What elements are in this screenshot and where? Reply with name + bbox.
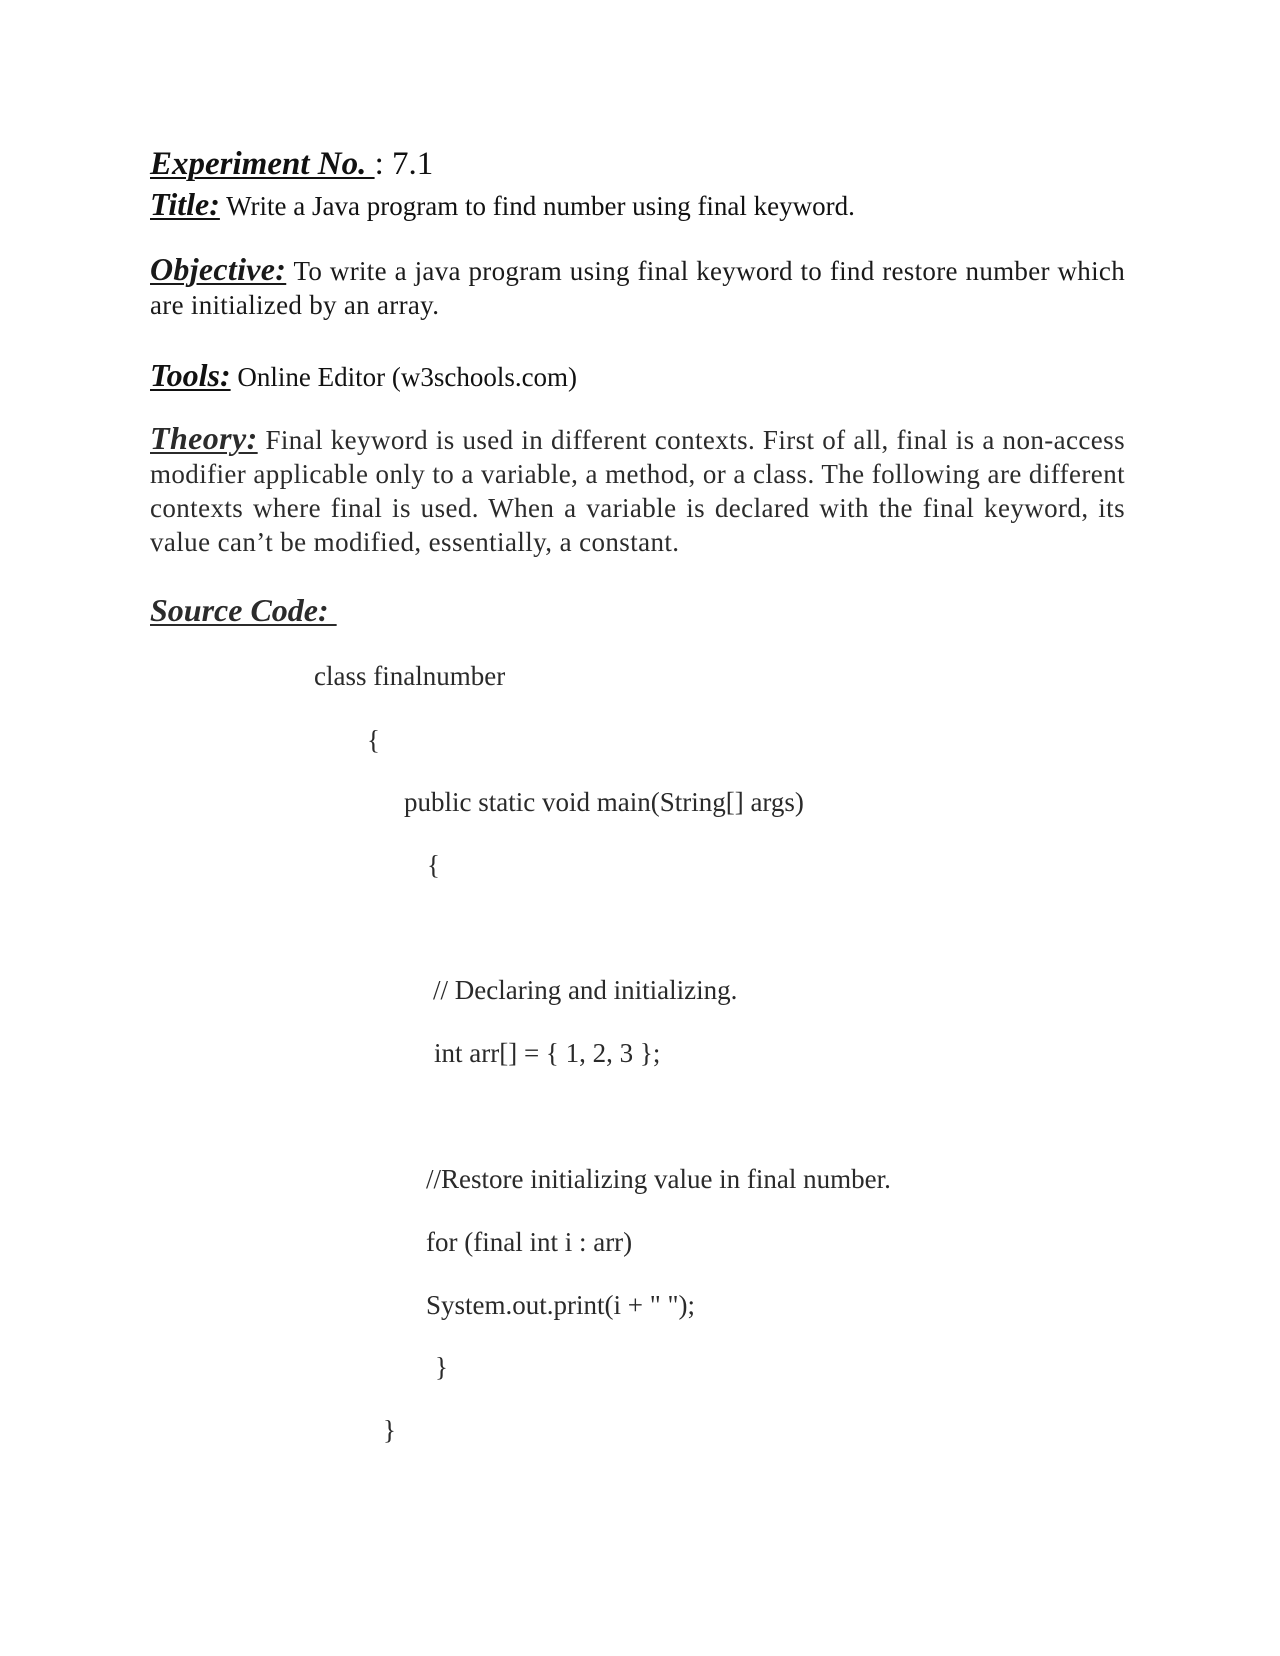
- theory-text: Final keyword is used in different contexts. First of all, final is a non-access modifier applicable only to a variable, a method, or a class. The following are different contexts where final is used. When a variable is declared with the final keyword, its value can’t be modified, essentially, a constant.: [150, 425, 1125, 557]
- theory-label: Theory:: [150, 420, 258, 456]
- title-line: [150, 186, 855, 223]
- objective-paragraph: [150, 252, 1125, 322]
- tools-label: Tools:: [150, 357, 231, 393]
- tools-text: Online Editor (w3schools.com): [230, 362, 578, 392]
- code-line: {: [427, 850, 440, 880]
- objective-text: To write a java program using final keyword to find restore number which are initialized by an array.: [150, 256, 1125, 320]
- code-line: for (final int i : arr): [426, 1227, 633, 1257]
- theory-paragraph: [150, 421, 1125, 559]
- code-line: }: [383, 1415, 396, 1445]
- code-line: System.out.print(i + " ");: [426, 1290, 696, 1320]
- code-line: }: [435, 1352, 448, 1382]
- experiment-number: : 7.1: [374, 146, 434, 182]
- experiment-label: Experiment No.: [150, 146, 375, 182]
- tools-line: [150, 357, 577, 394]
- code-line: int arr[] = { 1, 2, 3 };: [434, 1038, 661, 1068]
- code-line: class finalnumber: [314, 661, 506, 691]
- title-text: Write a Java program to find number using final keyword.: [219, 191, 855, 221]
- code-line: //Restore initializing value in final number.: [426, 1164, 891, 1194]
- code-line: {: [367, 725, 380, 755]
- code-line: public static void main(String[] args): [404, 787, 804, 817]
- code-line: // Declaring and initializing.: [433, 975, 738, 1005]
- objective-label: Objective:: [150, 251, 287, 287]
- title-label: Title:: [150, 186, 220, 222]
- source-code-heading: Source Code:: [150, 592, 337, 628]
- experiment-line: [150, 146, 433, 183]
